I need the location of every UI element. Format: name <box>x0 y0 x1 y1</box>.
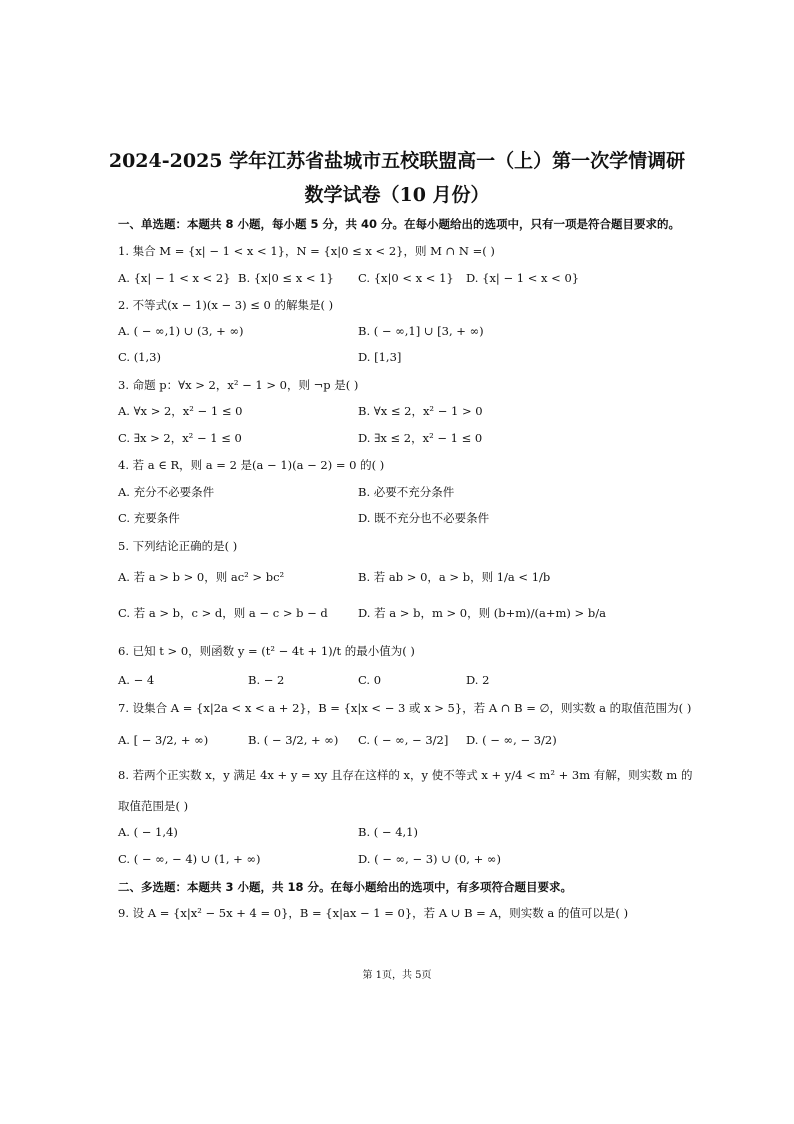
q8-option-c: C. ( − ∞, − 4) ∪ (1, + ∞) <box>118 852 261 866</box>
q6-option-c: C. 0 <box>358 673 382 687</box>
question-2-stem: 2. 不等式(x − 1)(x − 3) ≤ 0 的解集是( ) <box>118 298 334 312</box>
question-7-stem: 7. 设集合 A = {x|2a < x < a + 2}，B = {x|x < − 3 或 x > 5}，若 A ∩ B = ∅，则实数 a 的取值范围为( ) <box>118 701 692 715</box>
q3-option-a: A. ∀x > 2，x² − 1 ≤ 0 <box>118 404 243 418</box>
q5-option-c: C. 若 a > b，c > d，则 a − c > b − d <box>118 606 328 620</box>
q1-option-d: D. {x| − 1 < x < 0} <box>466 271 580 285</box>
q1-option-a: A. {x| − 1 < x < 2} <box>118 271 231 285</box>
question-3-stem: 3. 命题 p：∀x > 2，x² − 1 > 0，则 ¬p 是( ) <box>118 378 359 392</box>
section2-heading: 二、多选题：本题共 3 小题，共 18 分。在每小题给出的选项中，有多项符合题目要求。 <box>118 880 573 894</box>
q4-option-a: A. 充分不必要条件 <box>118 485 215 499</box>
q2-option-a: A. ( − ∞,1) ∪ (3, + ∞) <box>118 324 244 338</box>
q4-option-b: B. 必要不充分条件 <box>358 485 455 499</box>
q1-option-b: B. {x|0 ≤ x < 1} <box>238 271 334 285</box>
question-1-stem: 1. 集合 M = {x| − 1 < x < 1}，N = {x|0 ≤ x < 2}，则 M ∩ N =( ) <box>118 244 495 258</box>
page-footer: 第 1页，共 5页 <box>362 970 432 981</box>
q4-option-c: C. 充要条件 <box>118 511 180 525</box>
question-8-stem: 8. 若两个正实数 x，y 满足 4x + y = xy 且存在这样的 x，y 使不等式 x + y/4 < m² + 3m 有解，则实数 m 的 <box>118 768 693 782</box>
q3-option-c: C. ∃x > 2，x² − 1 ≤ 0 <box>118 431 242 445</box>
q2-option-b: B. ( − ∞,1] ∪ [3, + ∞) <box>358 324 484 338</box>
q7-option-d: D. ( − ∞, − 3/2) <box>466 733 557 747</box>
q6-option-d: D. 2 <box>466 673 490 687</box>
q8-option-d: D. ( − ∞, − 3) ∪ (0, + ∞) <box>358 852 501 866</box>
q8-option-b: B. ( − 4,1) <box>358 825 418 839</box>
q7-option-a: A. [ − 3/2, + ∞) <box>118 733 209 747</box>
q5-option-a: A. 若 a > b > 0，则 ac² > bc² <box>118 570 285 584</box>
exam-title-line2: 数学试卷（10 月份） <box>304 184 490 206</box>
q4-option-d: D. 既不充分也不必要条件 <box>358 511 490 525</box>
exam-title-line1: 2024-2025 学年江苏省盐城市五校联盟高一（上）第一次学情调研 <box>108 150 686 172</box>
q6-option-a: A. − 4 <box>118 673 155 687</box>
section1-heading: 一、单选题：本题共 8 小题，每小题 5 分，共 40 分。在每小题给出的选项中，只有一项是符合题目要求的。 <box>118 217 681 231</box>
question-8-stem-continued: 取值范围是( ) <box>118 799 189 813</box>
question-4-stem: 4. 若 a ∈ R，则 a = 2 是(a − 1)(a − 2) = 0 的( ) <box>118 458 385 472</box>
q7-option-c: C. ( − ∞, − 3/2] <box>358 733 449 747</box>
q6-option-b: B. − 2 <box>248 673 285 687</box>
q2-option-d: D. [1,3] <box>358 350 402 364</box>
question-6-stem: 6. 已知 t > 0，则函数 y = (t² − 4t + 1)/t 的最小值为( ) <box>118 644 415 658</box>
q5-option-d: D. 若 a > b，m > 0，则 (b+m)/(a+m) > b/a <box>358 606 606 620</box>
q3-option-d: D. ∃x ≤ 2，x² − 1 ≤ 0 <box>358 431 483 445</box>
q8-option-a: A. ( − 1,4) <box>118 825 178 839</box>
q2-option-c: C. (1,3) <box>118 350 161 364</box>
q7-option-b: B. ( − 3/2, + ∞) <box>248 733 339 747</box>
q1-option-c: C. {x|0 < x < 1} <box>358 271 454 285</box>
question-9-stem: 9. 设 A = {x|x² − 5x + 4 = 0}，B = {x|ax − 1 = 0}，若 A ∪ B = A，则实数 a 的值可以是( ) <box>118 906 629 920</box>
question-5-stem: 5. 下列结论正确的是( ) <box>118 539 238 553</box>
q3-option-b: B. ∀x ≤ 2，x² − 1 > 0 <box>358 404 483 418</box>
q5-option-b: B. 若 ab > 0，a > b，则 1/a < 1/b <box>358 570 551 584</box>
